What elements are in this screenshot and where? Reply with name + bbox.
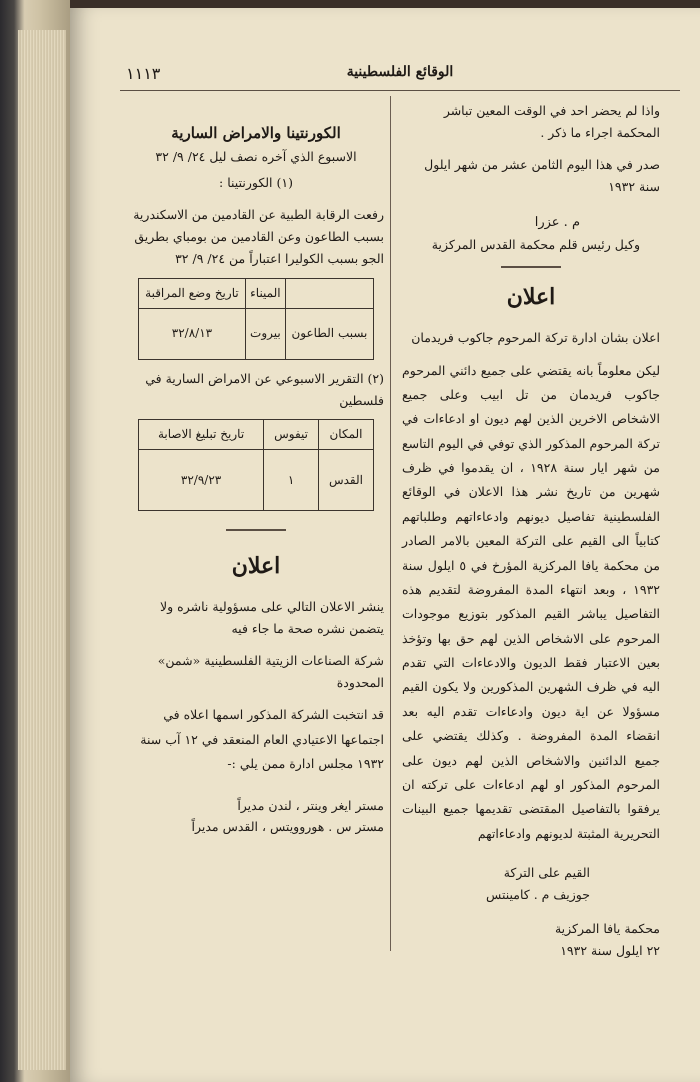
week-line: الاسبوع الذي آخره نصف ليل ٢٤/ ٩/ ٣٢ — [155, 149, 357, 165]
document-page — [70, 8, 700, 1082]
section-1-title: (١) الكورنتينا : — [219, 175, 293, 191]
gazette-title: الوقائع الفلسطينية — [346, 64, 454, 80]
table-cell: ٣٢/٩/٢٣ — [139, 450, 264, 511]
table-header-cell: تيفوس — [264, 420, 319, 450]
left-column — [128, 120, 384, 838]
notice-title: اعلان — [506, 284, 556, 311]
table-cell: ٣٢/٨/١٣ — [139, 308, 246, 359]
separator-rule — [226, 529, 286, 531]
table-header-cell: الميناء — [245, 278, 285, 308]
notice-subtitle: اعلان بشان ادارة تركة المرحوم جاكوب فريدمان — [411, 329, 660, 345]
company-name: شركة الصناعات الزيتية الفلسطينية «شمن» المحدودة — [157, 652, 384, 690]
quarantine-table — [138, 278, 374, 360]
table-row — [139, 308, 374, 359]
trustee-name: جوزيف م . كامينتس — [486, 886, 590, 902]
page-number: ١١١٣ — [126, 64, 161, 83]
column-divider — [390, 96, 391, 951]
table-cell: القدس — [318, 450, 373, 511]
intro-text: واذا لم يحضر احد في الوقت المعين تباشر المحكمة اجراء ما ذكر . — [443, 103, 660, 140]
trustee-label: القيم على التركة — [503, 865, 590, 880]
board-member: مستر ايغر وينتر ، لندن مديراً — [237, 797, 384, 813]
separator-rule — [501, 266, 561, 268]
table-cell: بيروت — [245, 308, 285, 359]
quarantine-heading: الكورنتينا والامراض السارية — [171, 124, 341, 142]
table-header-cell — [285, 278, 373, 308]
book-spine — [0, 0, 70, 1082]
trustee-signature — [402, 862, 660, 906]
court-date: ٢٢ ايلول سنة ١٩٣٢ — [560, 942, 660, 958]
table-header-row — [139, 278, 374, 308]
court-name: محكمة يافا المركزية — [554, 920, 660, 936]
notice-body: ليكن معلوماً بانه يقتضي على جميع دائني المرحوم جاكوب فريدمان من تل ابيب وعلى جميع الاشخاص الاخرين الذين لهم ديون او ادعاءات في تركة المرحوم المذكور الذي توفي في اليوم التاسع من شهر ايار سنة ١٩٢٨ ، ان يقدموا في ظرف شهرين من تاريخ نشر هذا الاعلان في الوقائع الفلسطينية تفاصيل ديونهم وادعاءاتهم وطلباتهم كتابياً الى القيم على التركة المعين بالامر الصادر من محكمة يافا المركزية المؤرخ في ٥ ايلول سنة ١٩٣٢ ، وبعد انتهاء المدة المفروضة لتقديم هذه التفاصيل يباشر القيم المذكور بتوزيع موجودات المرحوم على الاشخاص الذين لهم حق بها وتؤخذ بعين الاعتبار فقط الديون والادعاءات التي تقدم اليه في ظرف الشهرين المذكورين ولا يكون القيم مسؤولا عن اية ديون وادعاءات تقدم اليه بعد انقضاء المدة المفروضة . وكذلك يقتضي على جميع الدائنين والاشخاص الذين لهم ديون على المرحوم المذكور او لهم ادعاءات على تركته ان يرفقوا بالتفاصيل المقتضى تقديمها جميع البينات التحريرية المثبتة لديونهم وادعاءاتهم — [402, 362, 661, 841]
table-header-cell: تاريخ وضع المراقبة — [139, 278, 246, 308]
signer-title: وكيل رئيس قلم محكمة القدس المركزية — [431, 237, 640, 253]
notice-title: اعلان — [231, 553, 281, 580]
disease-report-table — [138, 419, 374, 511]
table-header-cell: تاريخ تبليغ الاصابة — [139, 420, 264, 450]
page-header — [120, 64, 680, 91]
table-row — [139, 450, 374, 511]
issued-date-text: صدر في هذا اليوم الثامن عشر من شهر ايلول سنة ١٩٣٢ — [424, 156, 660, 194]
table-cell: بسبب الطاعون — [285, 308, 373, 359]
right-column — [402, 100, 660, 962]
table-header-row — [139, 420, 374, 450]
section-1-body: رفعت الرقابة الطبية عن القادمين من الاسكندرية بسبب الطاعون وعن القادمين من بومباي بطريق الجو بسبب الكوليرا اعتباراً من ٢٤/ ٩/ ٣٢ — [133, 207, 384, 266]
signer-name: م . عزرا — [534, 214, 580, 230]
table-header-cell: المكان — [318, 420, 373, 450]
disclaimer-text: ينشر الاعلان التالي على مسؤولية ناشره ولا يتضمن نشره صحة ما جاء فيه — [160, 598, 384, 636]
page-edges — [18, 30, 66, 1070]
board-member: مستر س . هوروويتس ، القدس مديراً — [191, 819, 384, 835]
section-2-title: (٢) التقرير الاسبوعي عن الامراض السارية في فلسطين — [145, 370, 384, 408]
signature-block — [402, 212, 660, 235]
table-cell: ١ — [264, 450, 319, 511]
company-body: قد انتخبت الشركة المذكور اسمها اعلاه في اجتماعها الاعتيادي العام المنعقد في ١٢ آب سنة ١٩٣٢ مجلس ادارة ممن يلي :- — [140, 707, 384, 772]
